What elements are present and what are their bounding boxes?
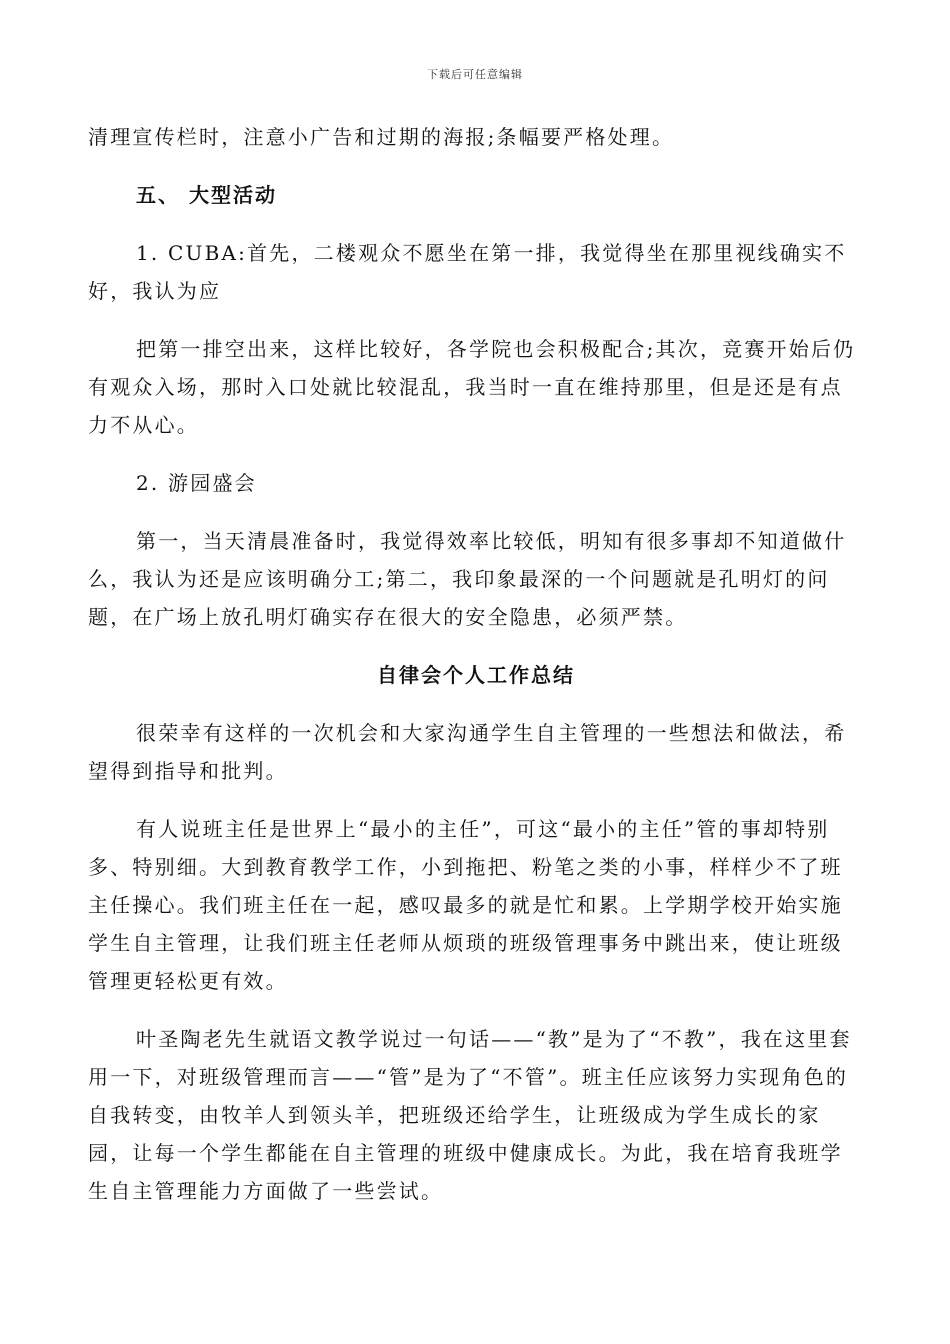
section-heading-large-events: 五、 大型活动 [136,183,277,207]
header-note: 下载后可任意编辑 [427,68,523,81]
paragraph-intro: 很荣幸有这样的一次机会和大家沟通学生自主管理的一些想法和做法，希望得到指导和批判。 [88,721,847,783]
paragraph-head-teacher: 有人说班主任是世界上“最小的主任”，可这“最小的主任”管的事却特别多、特别细。大到教育教学工作，小到拖把、粉笔之类的小事，样样少不了班主任操心。我们班主任在一起，感叹最多的就是忙和累。上学期学校开始实施学生自主管理，让我们班主任老师从烦琐的班级管理事务中跳出来，使让班级管理更轻松更有效。 [88,817,843,993]
paragraph-bulletin-board: 清理宣传栏时，注意小广告和过期的海报;条幅要严格处理。 [88,125,675,149]
paragraph-garden-party: 第一，当天清晨准备时，我觉得效率比较低，明知有很多事却不知道做什么，我认为还是应该明确分工;第二，我印象最深的一个问题就是孔明灯的问题，在广场上放孔明灯确实存在很大的安全隐患，必须严禁。 [88,529,847,629]
document-body [88,118,864,1230]
summary-title: 自律会个人工作总结 [377,663,575,687]
paragraph-ye-shengtao: 叶圣陶老先生就语文教学说过一句话——“教”是为了“不教”，我在这里套用一下，对班级管理而言——“管”是为了“不管”。班主任应该努力实现角色的自我转变，由牧羊人到领头羊，把班级还给学生，让班级成为学生成长的家园，让每一个学生都能在自主管理的班级中健康成长。为此，我在培育我班学生自主管理能力方面做了一些尝试。 [88,1027,852,1203]
item-heading-garden-party: 2. 游园盛会 [136,471,257,495]
paragraph-cuba: 1. CUBA:首先，二楼观众不愿坐在第一排，我觉得坐在那里视线确实不好，我认为应 [88,241,847,303]
paragraph-cuba-continued: 把第一排空出来，这样比较好，各学院也会积极配合;其次，竞赛开始后仍有观众入场，那时入口处就比较混乱，我当时一直在维持那里，但是还是有点力不从心。 [88,337,856,437]
